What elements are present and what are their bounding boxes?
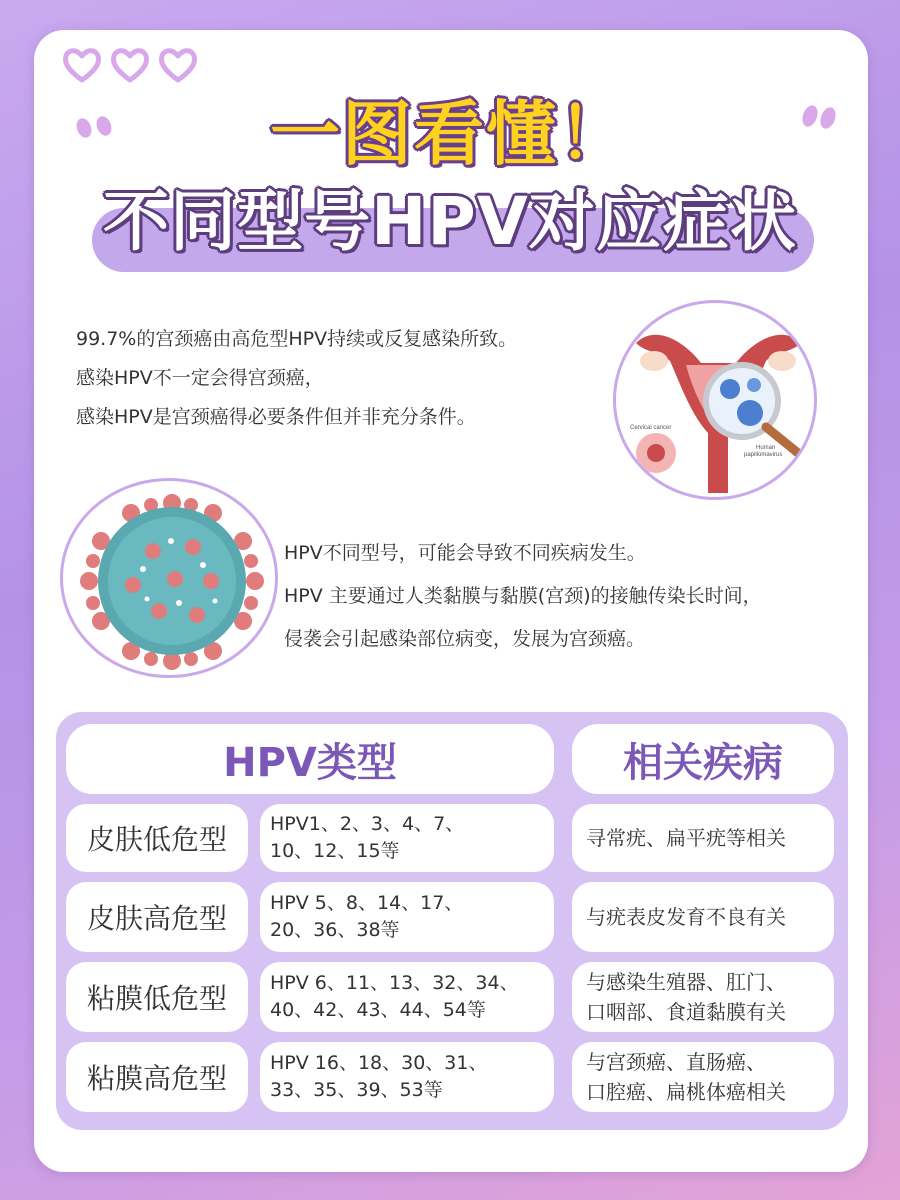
table-row-types-list: HPV 5、8、14、17、 20、36、38等 <box>260 882 554 952</box>
hpv-type-table <box>56 712 848 1130</box>
table-row-type: 皮肤低危型 <box>66 804 248 872</box>
title-line-1: 一图看懂！ <box>270 93 630 175</box>
intro-line: 感染HPV不一定会得宫颈癌， <box>76 367 324 389</box>
table-row-type: 皮肤高危型 <box>66 882 248 952</box>
table-row-disease: 与宫颈癌、直肠癌、 口腔癌、扁桃体癌相关 <box>572 1042 834 1112</box>
table-row-type: 粘膜高危型 <box>66 1042 248 1112</box>
uterus-label-cervical: Cervical cancer <box>630 425 672 431</box>
uterus-label-papillomavirus: papillomavirus <box>744 452 783 458</box>
table-row-types-list: HPV1、2、3、4、7、 10、12、15等 <box>260 804 554 872</box>
transmission-text <box>284 532 874 661</box>
table-row-disease: 与感染生殖器、肛门、 口咽部、食道黏膜有关 <box>572 962 834 1032</box>
table-row-types-list: HPV 16、18、30、31、 33、35、39、53等 <box>260 1042 554 1112</box>
intro-line: 感染HPV是宫颈癌得必要条件但并非充分条件。 <box>76 406 476 428</box>
virus-illustration <box>60 478 278 678</box>
table-row-disease: 与疣表皮发育不良有关 <box>572 882 834 952</box>
uterus-illustration <box>613 300 817 500</box>
table-row-types-list: HPV 6、11、13、32、34、 40、42、43、44、54等 <box>260 962 554 1032</box>
title-line-2: 不同型号HPV对应症状 <box>103 183 797 260</box>
uterus-label-human: Human <box>756 445 776 451</box>
transmission-line: HPV不同型号，可能会导致不同疾病发生。 <box>284 542 646 564</box>
header-related-disease: 相关疾病 <box>572 724 834 794</box>
table-row-disease: 寻常疣、扁平疣等相关 <box>572 804 834 872</box>
table-row-type: 粘膜低危型 <box>66 962 248 1032</box>
intro-text <box>76 320 636 437</box>
transmission-line: HPV 主要通过人类黏膜与黏膜(宫颈)的接触传染长时间， <box>284 585 762 607</box>
header-hpv-type: HPV类型 <box>66 724 554 794</box>
intro-line: 99.7%的宫颈癌由高危型HPV持续或反复感染所致。 <box>76 328 518 350</box>
transmission-line: 侵袭会引起感染部位病变，发展为宫颈癌。 <box>284 628 646 650</box>
